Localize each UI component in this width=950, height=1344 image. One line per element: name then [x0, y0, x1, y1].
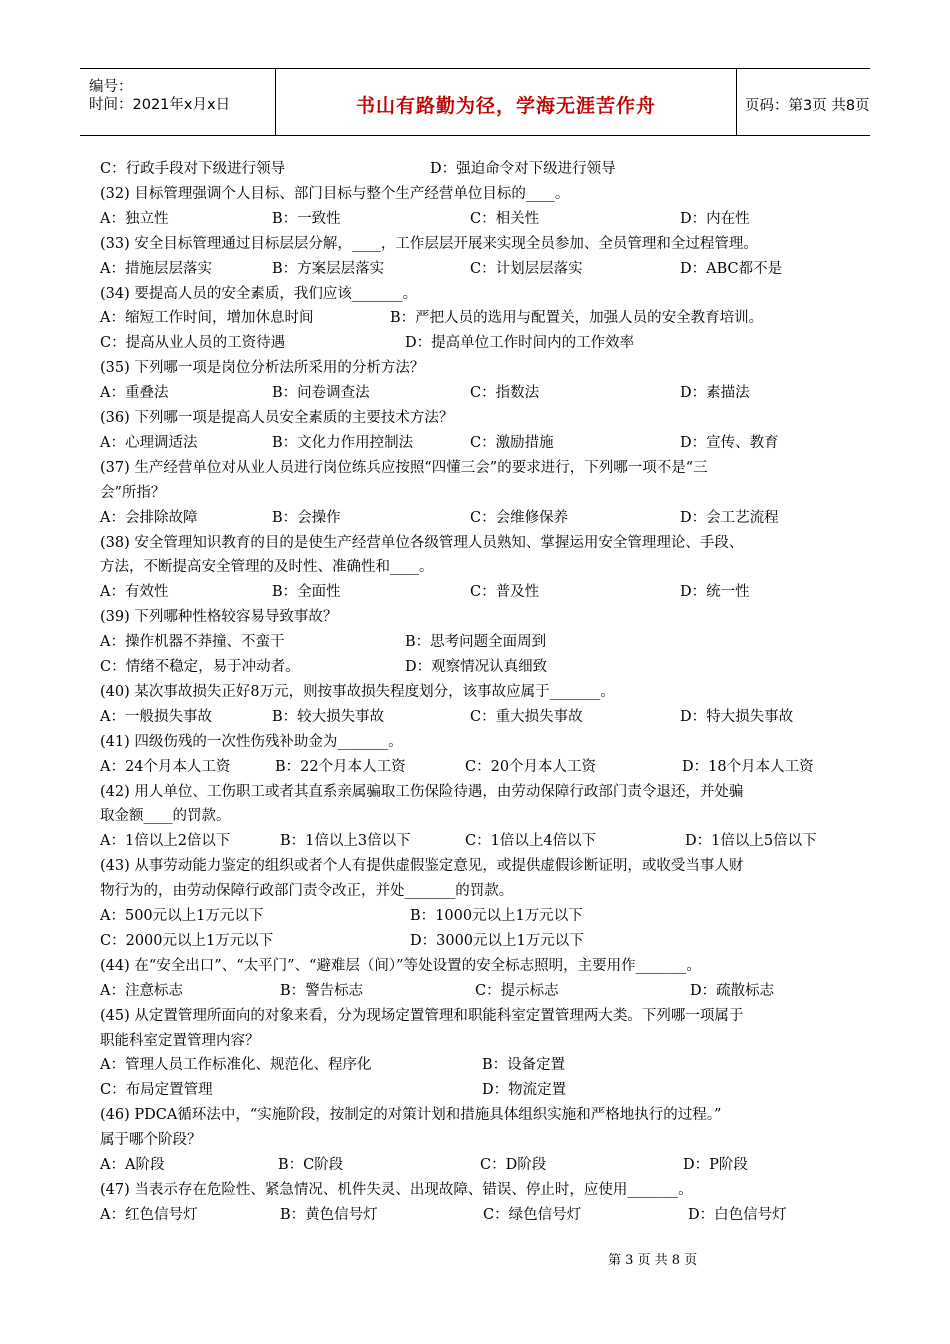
text-line: 物行为的，由劳动保障行政部门责令改正，并处_______的罚款。: [100, 883, 514, 900]
document-number: 编号：: [89, 79, 133, 95]
text-line: B：一致性: [272, 210, 341, 227]
text-line: C：20个月本人工资: [465, 758, 597, 775]
text-line: (35) 下列哪一项是岗位分析法所采用的分析方法？: [100, 360, 425, 377]
text-line: B：较大损失事故: [272, 708, 385, 725]
text-line: B：黄色信号灯: [280, 1206, 378, 1223]
page-header: [80, 68, 870, 136]
text-line: D：素描法: [680, 385, 750, 402]
text-line: A：操作机器不莽撞、不蛮干: [100, 634, 285, 651]
text-line: A：重叠法: [100, 385, 169, 402]
text-line: D：特大损失事故: [680, 708, 794, 725]
text-line: A：会排除故障: [100, 509, 198, 526]
text-line: B：问卷调查法: [272, 385, 370, 402]
text-line: A：1倍以上2倍以下: [100, 833, 231, 850]
text-line: 会”所指？: [100, 484, 166, 501]
text-line: D：白色信号灯: [688, 1206, 787, 1223]
text-line: 职能科室定置管理内容？: [100, 1032, 260, 1049]
text-line: D：统一性: [680, 584, 750, 601]
text-line: A：管理人员工作标准化、规范化、程序化: [100, 1057, 372, 1074]
text-line: A：A阶段: [100, 1157, 165, 1173]
text-line: D：会工艺流程: [680, 509, 779, 526]
text-line: C：计划层层落实: [470, 260, 583, 277]
text-line: D：强迫命令对下级进行领导: [430, 161, 616, 177]
text-line: 取金额____的罚款。: [100, 808, 231, 825]
text-line: B：警告标志: [280, 982, 364, 999]
text-line: D：物流定置: [482, 1082, 567, 1099]
text-line: (41) 四级伤残的一次性伤残补助金为_______。: [100, 733, 403, 750]
text-line: D：ABC都不是: [680, 260, 783, 277]
text-line: A：措施层层落实: [100, 260, 212, 277]
header-meta: [80, 69, 275, 135]
text-line: C：1倍以上4倍以下: [465, 833, 597, 850]
text-line: C：D阶段: [480, 1157, 547, 1173]
header-motto-cell: [275, 69, 737, 135]
text-line: B：C阶段: [278, 1157, 344, 1173]
text-line: B：思考问题全面周到: [405, 634, 547, 651]
text-line: B：会操作: [272, 509, 341, 526]
text-line: (39) 下列哪种性格较容易导致事故？: [100, 609, 338, 626]
text-line: (47) 当表示存在危险性、紧急情况、机件失灵、出现故障、错误、停止时，应使用_______。: [100, 1181, 693, 1198]
page-footer: 第 3 页 共 8 页: [608, 1253, 698, 1268]
text-line: C：提高从业人员的工资待遇: [100, 335, 286, 352]
text-line: D：内在性: [680, 210, 750, 227]
text-line: (43) 从事劳动能力鉴定的组织或者个人有提供虚假鉴定意见，或提供虚假诊断证明，或收受当事人财: [100, 858, 744, 875]
text-line: (45) 从定置管理所面向的对象来看，分为现场定置管理和职能科室定置管理两大类。下列哪一项属于: [100, 1007, 744, 1024]
page-number: 页码：第3页 共8页: [745, 98, 870, 114]
text-line: 属于哪个阶段？: [100, 1132, 202, 1149]
text-line: C：绿色信号灯: [483, 1206, 582, 1223]
text-line: C：激励措施: [470, 434, 554, 451]
text-line: D：观察情况认真细致: [405, 659, 548, 675]
text-line: B：全面性: [272, 584, 341, 601]
text-line: (37) 生产经营单位对从业人员进行岗位练兵应按照“四懂三会”的要求进行，下列哪一项不是“三: [100, 459, 708, 476]
text-line: D：疏散标志: [690, 982, 775, 999]
text-line: D：宣传、教育: [680, 434, 779, 451]
text-line: C：提示标志: [475, 982, 559, 999]
text-line: B：方案层层落实: [272, 260, 385, 277]
text-line: C：相关性: [470, 210, 540, 227]
text-line: (46) PDCA循环法中，“实施阶段，按制定的对策计划和措施具体组织实施和严格地执行的过程。”: [100, 1107, 722, 1124]
text-line: (42) 用人单位、工伤职工或者其直系亲属骗取工伤保险待遇，由劳动保障行政部门责令退还，并处骗: [100, 783, 744, 800]
text-line: A：心理调适法: [100, 434, 198, 451]
text-line: C：普及性: [470, 584, 540, 601]
text-line: D：3000元以上1万元以下: [410, 932, 584, 949]
header-page-cell: [735, 69, 870, 135]
text-line: B：1倍以上3倍以下: [280, 833, 411, 850]
text-line: (33) 安全目标管理通过目标层层分解，____，工作层层开展来实现全员参加、全员管理和全过程管理。: [100, 235, 758, 252]
text-line: A：独立性: [100, 210, 169, 227]
text-line: C：2000元以上1万元以下: [100, 932, 274, 949]
text-line: A：红色信号灯: [100, 1206, 198, 1223]
text-line: B：文化力作用控制法: [272, 434, 414, 451]
document-date: 时间：2021年x月x日: [89, 97, 231, 113]
text-line: A：一般损失事故: [100, 708, 212, 725]
text-line: A：注意标志: [100, 982, 183, 999]
text-line: (38) 安全管理知识教育的目的是使生产经营单位各级管理人员熟知、掌握运用安全管理理论、手段、: [100, 534, 744, 551]
text-line: A：500元以上1万元以下: [100, 908, 264, 924]
text-line: (44) 在“安全出口”、“太平门”、“避难层（间）”等处设置的安全标志照明，主要用作_______。: [100, 957, 701, 974]
text-line: D：1倍以上5倍以下: [685, 833, 817, 850]
text-line: C：行政手段对下级进行领导: [100, 161, 286, 177]
text-line: C：指数法: [470, 385, 540, 402]
text-line: C：重大损失事故: [470, 708, 583, 725]
text-line: B：1000元以上1万元以下: [410, 908, 583, 924]
text-line: C：会维修保养: [470, 509, 569, 526]
text-line: 方法，不断提高安全管理的及时性、准确性和____。: [100, 559, 434, 576]
text-line: A：有效性: [100, 584, 169, 601]
text-line: C：情绪不稳定，易于冲动者。: [100, 659, 300, 675]
text-line: A：24个月本人工资: [100, 758, 231, 775]
text-line: (36) 下列哪一项是提高人员安全素质的主要技术方法？: [100, 410, 454, 426]
text-line: B：22个月本人工资: [275, 758, 406, 775]
text-line: B：严把人员的选用与配置关，加强人员的安全教育培训。: [390, 310, 764, 327]
text-line: (32) 目标管理强调个人目标、部门目标与整个生产经营单位目标的____。: [100, 185, 570, 202]
text-line: A：缩短工作时间，增加休息时间: [100, 310, 314, 327]
text-line: D：18个月本人工资: [682, 758, 814, 775]
text-line: D：P阶段: [683, 1157, 748, 1173]
motto: 书山有路勤为径，学海无涯苦作舟: [355, 95, 656, 117]
text-line: C：布局定置管理: [100, 1082, 213, 1099]
text-line: B：设备定置: [482, 1057, 566, 1074]
text-line: (34) 要提高人员的安全素质，我们应该_______。: [100, 285, 418, 302]
text-line: D：提高单位工作时间内的工作效率: [405, 335, 635, 352]
text-line: (40) 某次事故损失正好8万元，则按事故损失程度划分，该事故应属于_______。: [100, 683, 615, 700]
